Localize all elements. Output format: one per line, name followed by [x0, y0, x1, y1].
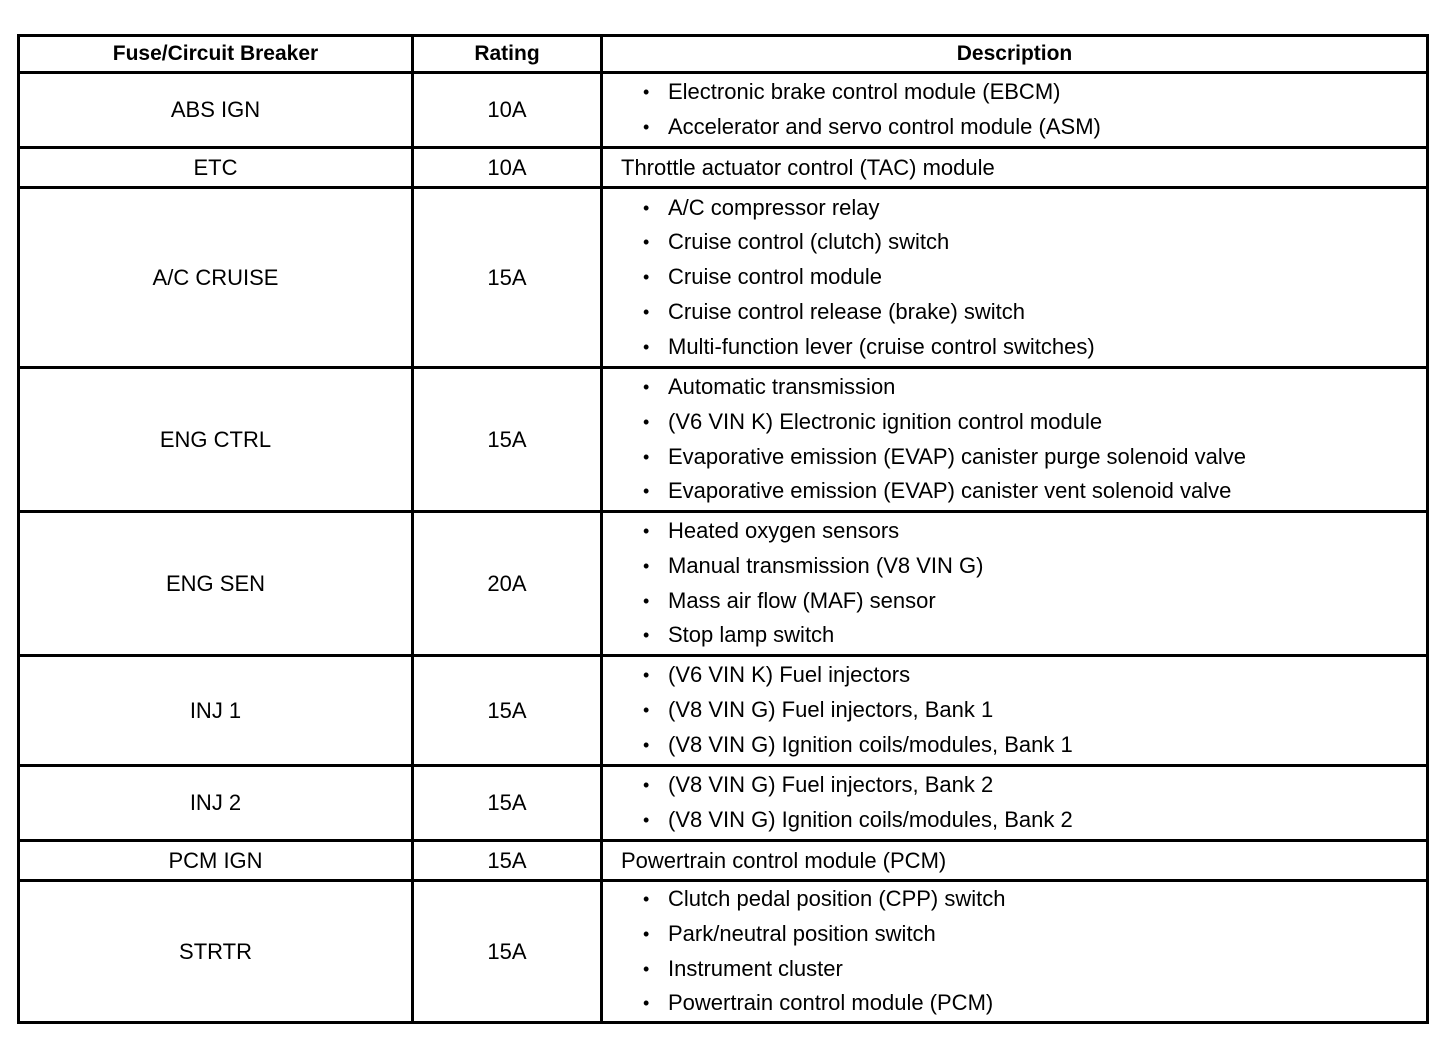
description-item: • Manual transmission (V8 VIN G) [643, 549, 1426, 584]
description-item: • Cruise control (clutch) switch [643, 225, 1426, 260]
fuse-rating: 15A [413, 766, 602, 841]
description-item: • A/C compressor relay [643, 191, 1426, 226]
description-item: • Evaporative emission (EVAP) canister vent solenoid valve [643, 474, 1426, 509]
description-item: • Evaporative emission (EVAP) canister purge solenoid valve [643, 440, 1426, 475]
fuse-name: INJ 2 [19, 766, 413, 841]
fuse-rating: 15A [413, 188, 602, 368]
description-cell [602, 188, 1428, 368]
description-item: • Park/neutral position switch [643, 917, 1426, 952]
description-cell [602, 656, 1428, 766]
table-row [19, 841, 1428, 881]
description-item: • Accelerator and servo control module (ASM) [643, 110, 1426, 145]
description-text: Powertrain control module (PCM) [621, 847, 947, 873]
fuse-name: INJ 1 [19, 656, 413, 766]
description-cell [602, 512, 1428, 656]
description-item: • Heated oxygen sensors [643, 514, 1426, 549]
description-item: • Clutch pedal position (CPP) switch [643, 882, 1426, 917]
fuse-rating: 20A [413, 512, 602, 656]
fuse-name: ABS IGN [19, 73, 413, 148]
header-description: Description [602, 36, 1428, 73]
description-cell [602, 148, 1428, 188]
description-item: • Automatic transmission [643, 370, 1426, 405]
fuse-name: ENG CTRL [19, 368, 413, 512]
fuse-rating: 15A [413, 368, 602, 512]
header-row [19, 36, 1428, 73]
fuse-rating: 10A [413, 73, 602, 148]
fuse-name: ETC [19, 148, 413, 188]
description-item: • (V6 VIN K) Electronic ignition control module [643, 405, 1426, 440]
table-row [19, 188, 1428, 368]
description-item: • Stop lamp switch [643, 618, 1426, 653]
description-item: • Cruise control release (brake) switch [643, 295, 1426, 330]
table-row [19, 73, 1428, 148]
description-item: • Cruise control module [643, 260, 1426, 295]
description-item: • Instrument cluster [643, 952, 1426, 987]
table-row [19, 766, 1428, 841]
table-row [19, 368, 1428, 512]
table-row [19, 512, 1428, 656]
description-item: • (V8 VIN G) Ignition coils/modules, Bank 1 [643, 728, 1426, 763]
description-item: • (V8 VIN G) Fuel injectors, Bank 2 [643, 768, 1426, 803]
table-row [19, 148, 1428, 188]
fuse-name: A/C CRUISE [19, 188, 413, 368]
fuse-name: PCM IGN [19, 841, 413, 881]
fuse-rating: 15A [413, 656, 602, 766]
description-item: • (V6 VIN K) Fuel injectors [643, 658, 1426, 693]
description-item: • Multi-function lever (cruise control switches) [643, 330, 1426, 365]
description-item: • Powertrain control module (PCM) [643, 986, 1426, 1021]
description-cell [602, 841, 1428, 881]
table-row [19, 881, 1428, 1023]
description-cell [602, 368, 1428, 512]
header-rating: Rating [413, 36, 602, 73]
description-item: • Electronic brake control module (EBCM) [643, 75, 1426, 110]
description-cell [602, 766, 1428, 841]
header-fuse: Fuse/Circuit Breaker [19, 36, 413, 73]
fuse-rating: 15A [413, 881, 602, 1023]
description-item: • (V8 VIN G) Ignition coils/modules, Bank 2 [643, 803, 1426, 838]
fuse-table [17, 34, 1429, 1024]
description-text: Throttle actuator control (TAC) module [621, 154, 995, 180]
fuse-rating: 10A [413, 148, 602, 188]
table-row [19, 656, 1428, 766]
fuse-name: ENG SEN [19, 512, 413, 656]
description-cell [602, 73, 1428, 148]
fuse-rating: 15A [413, 841, 602, 881]
description-item: • Mass air flow (MAF) sensor [643, 584, 1426, 619]
fuse-name: STRTR [19, 881, 413, 1023]
description-cell [602, 881, 1428, 1023]
description-item: • (V8 VIN G) Fuel injectors, Bank 1 [643, 693, 1426, 728]
